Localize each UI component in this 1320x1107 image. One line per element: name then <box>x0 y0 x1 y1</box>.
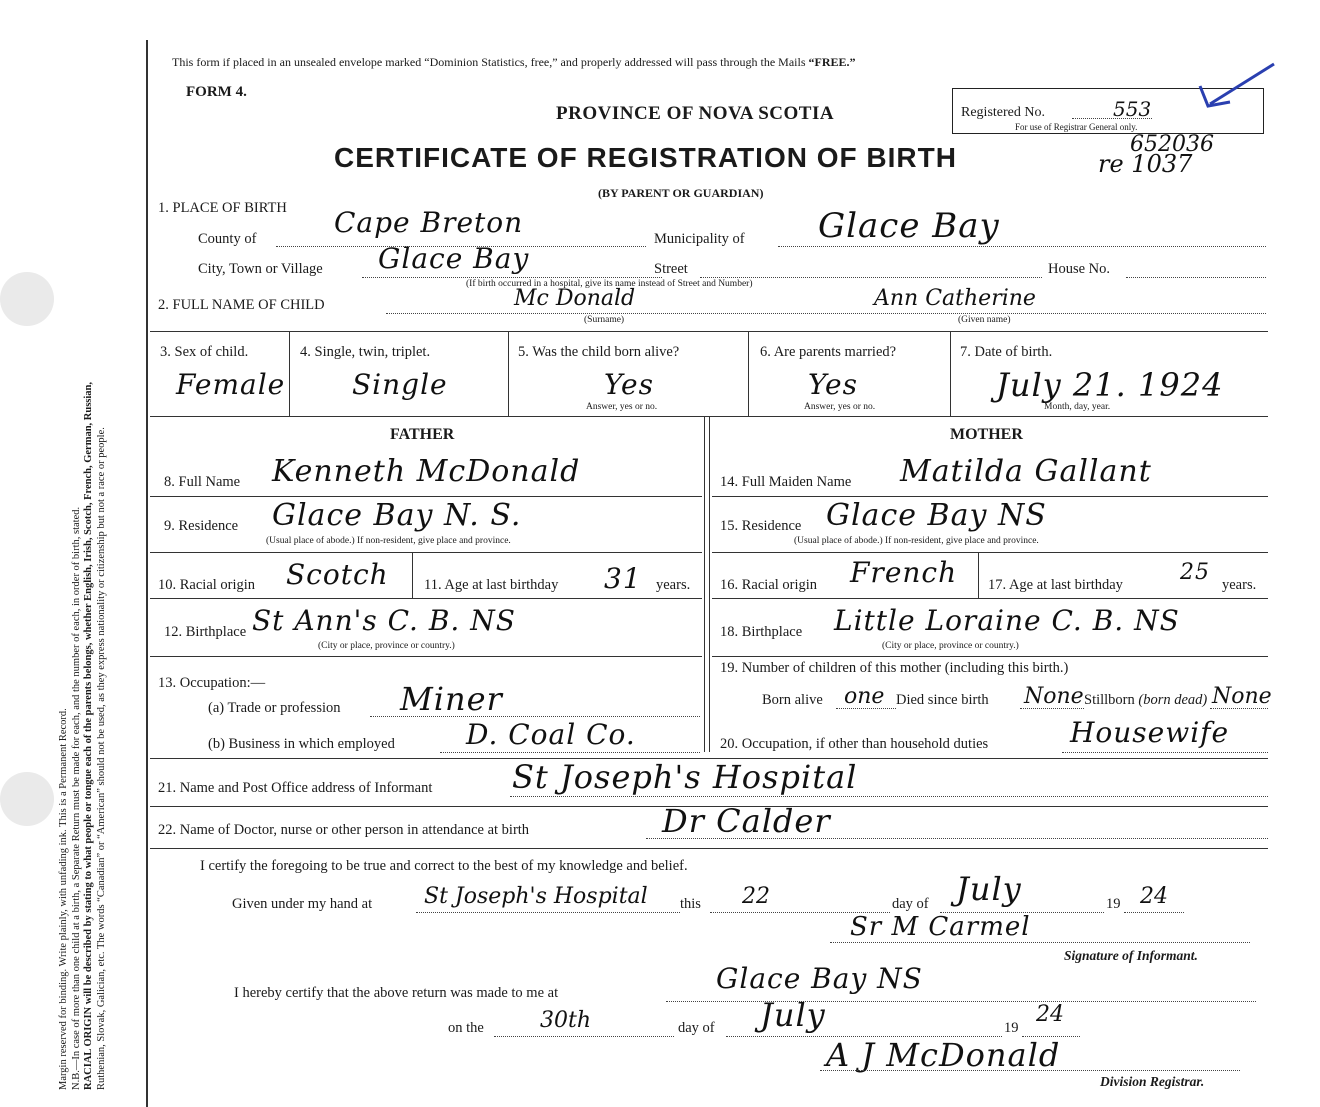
margin-note-line-4: Ruthenian, Slovak, Galician, etc. The words “Canadian” or “American” should not be used, as they express nationality or citizenship but not a race or people. <box>95 427 107 1090</box>
city-value: Glace Bay <box>378 242 530 275</box>
registrar-year: 24 <box>1036 1002 1064 1027</box>
father-residence-value: Glace Bay N. S. <box>272 498 522 533</box>
this-label: this <box>680 896 701 912</box>
plurality-label: 4. Single, twin, triplet. <box>300 344 431 360</box>
stillborn-label: Stillborn (born dead) <box>1084 692 1208 708</box>
mother-residence-value: Glace Bay NS <box>826 498 1047 533</box>
registrar-statement: I hereby certify that the above return was made to me at <box>234 985 559 1001</box>
informant-signature: Sr M Carmel <box>850 912 1031 942</box>
county-value: Cape Breton <box>334 206 524 239</box>
father-birthplace-value: St Ann's C. B. NS <box>252 604 516 637</box>
father-residence-hint: (Usual place of abode.) If non-resident, give place and province. <box>266 536 511 546</box>
child-given-name: Ann Catherine <box>874 286 1036 311</box>
registered-number: 553 <box>1113 97 1152 121</box>
registrar-year-prefix: 19 <box>1004 1020 1019 1036</box>
sex-label: 3. Sex of child. <box>160 344 249 360</box>
born-alive-count: one <box>844 684 885 709</box>
given-under-hand-label: Given under my hand at <box>232 896 373 912</box>
father-age-value: 31 <box>604 562 642 595</box>
mail-notice: This form if placed in an unsealed envelope marked “Dominion Statistics, free,” and properly addressed will pass through the Mails “FREE.” <box>172 55 856 69</box>
mother-age-label: 17. Age at last birthday <box>988 577 1123 593</box>
margin-note-line-1: Margin reserved for binding. Write plainly, with unfading ink. This is a Permanent Record. <box>58 708 69 1090</box>
certification-statement: I certify the foregoing to be true and correct to the best of my knowledge and belief. <box>200 858 688 874</box>
registrar-day-of-label: day of <box>678 1020 715 1036</box>
father-heading: FATHER <box>390 426 455 443</box>
stamp-number: 652036 <box>1130 132 1214 157</box>
given-name-caption: (Given name) <box>958 315 1011 325</box>
mother-residence-hint: (Usual place of abode.) If non-resident, give place and province. <box>794 536 1039 546</box>
father-occupation-label: 13. Occupation:— <box>158 675 266 691</box>
mother-children-label: 19. Number of children of this mother (including this birth.) <box>720 660 1069 676</box>
father-residence-label: 9. Residence <box>164 518 239 534</box>
form-number: FORM 4. <box>186 84 247 100</box>
born-alive-answer: Yes <box>604 368 654 401</box>
mother-name-value: Matilda Gallant <box>900 454 1152 489</box>
municipality-value: Glace Bay <box>818 206 1000 246</box>
sex-value: Female <box>176 368 286 401</box>
doctor-label: 22. Name of Doctor, nurse or other person in attendance at birth <box>158 822 530 838</box>
died-since-birth-count: None <box>1024 684 1084 709</box>
hospital-note: (If birth occurred in a hospital, give its name instead of Street and Number) <box>466 279 753 289</box>
died-since-birth-label: Died since birth <box>896 692 989 708</box>
date-of-birth-hint: Month, day, year. <box>1044 402 1111 412</box>
province-heading: PROVINCE OF NOVA SCOTIA <box>556 103 835 124</box>
father-age-years: years. <box>656 577 691 593</box>
margin-note-line-2: N.B.—In case of more than one child at a birth, a Separate Return must be made for each, and the number of each, in order of birth, stated. <box>70 506 82 1090</box>
county-label: County of <box>198 231 257 247</box>
born-alive-count-label: Born alive <box>762 692 823 708</box>
parents-married-question: 6. Are parents married? <box>760 344 897 360</box>
mother-birthplace-label: 18. Birthplace <box>720 624 803 640</box>
place-of-birth-label: 1. PLACE OF BIRTH <box>158 200 287 216</box>
doctor-value: Dr Calder <box>662 802 831 840</box>
plurality-value: Single <box>352 368 448 401</box>
margin-notes <box>58 30 108 1090</box>
mother-occupation-value: Housewife <box>1070 716 1230 749</box>
informant-label: 21. Name and Post Office address of Informant <box>158 780 433 796</box>
mother-heading: MOTHER <box>950 426 1023 443</box>
mother-birthplace-value: Little Loraine C. B. NS <box>834 604 1180 637</box>
given-day: 22 <box>742 884 770 909</box>
father-racial-origin-label: 10. Racial origin <box>158 577 256 593</box>
mother-birthplace-hint: (City or place, province or country.) <box>882 641 1019 651</box>
date-of-birth-label: 7. Date of birth. <box>960 344 1053 360</box>
binding-hole-top <box>0 272 54 326</box>
street-label: Street <box>654 261 688 277</box>
margin-note-line-3: RACIAL ORIGIN will be described by stating to what people or tongue each of the parents belongs, whether English, Irish, Scotch, French, German, Russian, <box>83 381 95 1090</box>
given-at-place: St Joseph's Hospital <box>424 884 648 909</box>
registrar-place: Glace Bay NS <box>716 962 923 995</box>
house-number-label: House No. <box>1048 261 1111 277</box>
day-of-label: day of <box>892 896 929 912</box>
registrar-use-note: For use of Registrar General only. <box>1015 122 1138 132</box>
mother-residence-label: 15. Residence <box>720 518 802 534</box>
city-label: City, Town or Village <box>198 261 323 277</box>
father-business-label: (b) Business in which employed <box>208 736 395 752</box>
parents-married-hint: Answer, yes or no. <box>804 402 876 412</box>
on-the-label: on the <box>448 1020 484 1036</box>
father-business-value: D. Coal Co. <box>466 718 636 751</box>
father-birthplace-hint: (City or place, province or country.) <box>318 641 455 651</box>
father-name-value: Kenneth McDonald <box>272 454 581 489</box>
check-mark-icon <box>1196 60 1278 112</box>
father-trade-value: Miner <box>400 680 503 718</box>
binding-hole-bottom <box>0 772 54 826</box>
registrar-signature-label: Division Registrar. <box>1100 1074 1205 1089</box>
date-of-birth-value: July 21. 1924 <box>996 366 1224 404</box>
father-racial-origin-value: Scotch <box>286 558 389 591</box>
registrar-month: July <box>760 996 826 1034</box>
margin-border <box>146 40 148 1107</box>
surname-caption: (Surname) <box>584 315 625 325</box>
mother-racial-origin-value: French <box>850 556 958 589</box>
mother-name-label: 14. Full Maiden Name <box>720 474 852 490</box>
child-name-label: 2. FULL NAME OF CHILD <box>158 297 325 313</box>
mother-age-years: years. <box>1222 577 1257 593</box>
parents-married-answer: Yes <box>808 368 858 401</box>
born-alive-question: 5. Was the child born alive? <box>518 344 680 360</box>
child-surname: Mc Donald <box>514 286 636 311</box>
given-month: July <box>956 870 1022 908</box>
stamp-ref: re 1037 <box>1098 150 1193 178</box>
registrar-signature: A J McDonald <box>826 1036 1061 1074</box>
born-alive-hint: Answer, yes or no. <box>586 402 658 412</box>
certificate-title: CERTIFICATE OF REGISTRATION OF BIRTH <box>334 142 957 173</box>
municipality-label: Municipality of <box>654 231 745 247</box>
mother-age-value: 25 <box>1180 560 1210 585</box>
given-year-prefix: 19 <box>1106 896 1121 912</box>
registered-label: Registered No. <box>961 105 1045 120</box>
father-trade-label: (a) Trade or profession <box>208 700 341 716</box>
informant-signature-label: Signature of Informant. <box>1064 948 1198 963</box>
mother-occupation-label: 20. Occupation, if other than household duties <box>720 736 989 752</box>
mother-racial-origin-label: 16. Racial origin <box>720 577 818 593</box>
registrar-day: 30th <box>540 1008 592 1033</box>
given-year: 24 <box>1140 884 1168 909</box>
father-age-label: 11. Age at last birthday <box>424 577 559 593</box>
father-birthplace-label: 12. Birthplace <box>164 624 247 640</box>
certificate-subtitle: (BY PARENT OR GUARDIAN) <box>598 186 764 200</box>
informant-value: St Joseph's Hospital <box>512 758 858 796</box>
father-name-label: 8. Full Name <box>164 474 241 490</box>
stillborn-count: None <box>1212 684 1272 709</box>
